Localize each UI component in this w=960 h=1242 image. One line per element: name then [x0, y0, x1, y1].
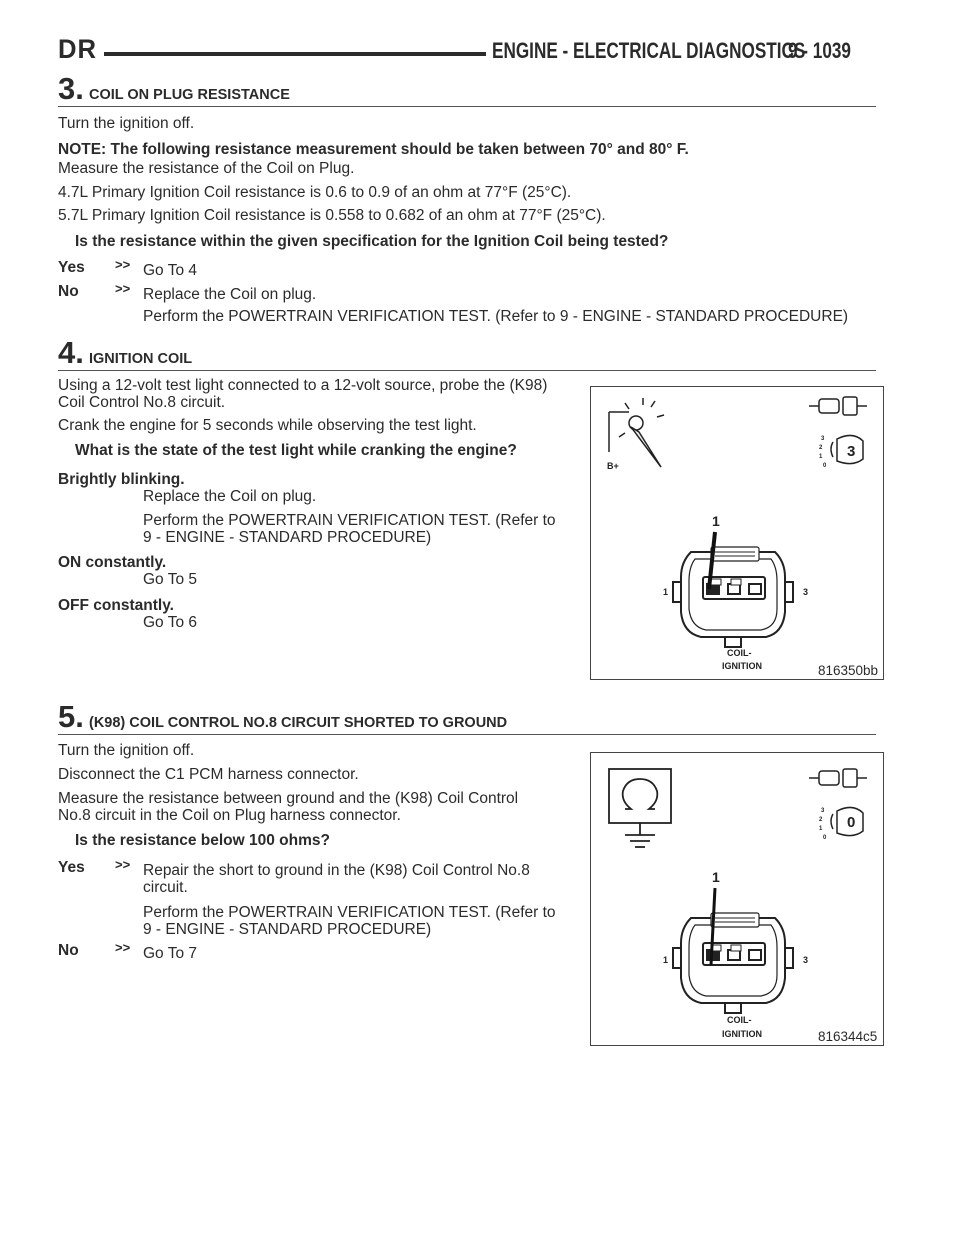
- figure-caption: COIL-: [727, 1015, 752, 1025]
- pin-label-left: 1: [663, 955, 669, 965]
- meter-digit: 0: [847, 814, 856, 831]
- section-heading-5: [58, 699, 876, 735]
- header-rule: [104, 52, 486, 56]
- meter-digit: 3: [847, 443, 856, 460]
- figure-id: 816350bb: [818, 663, 879, 678]
- header-page-number: 9 - 1039: [788, 38, 851, 63]
- step5-yes-action: 9 - ENGINE - STANDARD PROCEDURE): [143, 921, 432, 938]
- header-model: DR: [58, 34, 97, 64]
- figure-caption: IGNITION: [722, 1029, 762, 1039]
- meter-scale: 0: [823, 835, 827, 841]
- option-action: Replace the Coil on plug.: [143, 488, 317, 505]
- section-heading-4: [58, 335, 876, 371]
- meter-scale: 2: [819, 817, 823, 823]
- step3-yes-action: Go To 4: [143, 262, 198, 279]
- step5-question: Is the resistance below 100 ohms?: [75, 832, 330, 849]
- step5-text: Disconnect the C1 PCM harness connector.: [58, 766, 359, 783]
- step3-text: Measure the resistance of the Coil on Plug.: [58, 160, 355, 177]
- step5-text: Measure the resistance between ground and the (K98) Coil Control: [58, 790, 519, 807]
- step3-no-action: Perform the POWERTRAIN VERIFICATION TEST. (Refer to 9 - ENGINE - STANDARD PROCEDURE): [143, 308, 849, 325]
- step5-yes-action: Repair the short to ground in the (K98) Coil Control No.8: [143, 862, 530, 879]
- step3-question: Is the resistance within the given specification for the Ignition Coil being tested?: [75, 233, 669, 250]
- step-title: COIL ON PLUG RESISTANCE: [89, 87, 290, 103]
- step3-spec-47: 4.7L Primary Ignition Coil resistance is 0.6 to 0.9 of an ohm at 77°F (25°C).: [58, 184, 572, 201]
- figure-test-light: [590, 386, 884, 680]
- connector-body: [673, 547, 793, 647]
- option-action: Go To 6: [143, 614, 198, 631]
- meter-scale: 1: [819, 454, 823, 460]
- step5-yes-action: Perform the POWERTRAIN VERIFICATION TEST. (Refer to: [143, 904, 556, 921]
- meter-scale: 2: [819, 445, 823, 451]
- connector-diagram: [591, 387, 883, 679]
- step-title: IGNITION COIL: [89, 351, 193, 367]
- step-number: 3.: [58, 71, 84, 106]
- pin-label-right: 3: [803, 955, 809, 965]
- meter-scale: 0: [823, 463, 827, 469]
- meter-scale: 1: [819, 826, 823, 832]
- figure-id: 816344c5: [818, 1029, 878, 1044]
- option-label: OFF constantly.: [58, 597, 174, 614]
- meter-scale: 3: [821, 808, 825, 814]
- step5-text: Turn the ignition off.: [58, 742, 195, 759]
- step4-text: Crank the engine for 5 seconds while observing the test light.: [58, 417, 477, 434]
- figure-caption: COIL-: [727, 648, 752, 658]
- step4-text: Coil Control No.8 circuit.: [58, 394, 226, 411]
- step5-yes-action: circuit.: [143, 879, 188, 896]
- pin-callout: 1: [712, 869, 720, 885]
- figure-ohmmeter: [590, 752, 884, 1046]
- ohm-symbol-icon: [609, 769, 671, 847]
- step4-question: What is the state of the test light while cranking the engine?: [75, 442, 517, 459]
- option-label: Brightly blinking.: [58, 471, 185, 488]
- test-light-icon: [609, 398, 664, 467]
- arrow-glyph: >>: [115, 281, 131, 296]
- step5-no-action: Go To 7: [143, 945, 198, 962]
- step3-spec-57: 5.7L Primary Ignition Coil resistance is 0.558 to 0.682 of an ohm at 77°F (25°C).: [58, 207, 606, 224]
- figure-caption: IGNITION: [722, 661, 762, 671]
- no-label: No: [58, 942, 79, 959]
- option-action: Go To 5: [143, 571, 198, 588]
- step4-text: Using a 12-volt test light connected to a 12-volt source, probe the (K98): [58, 377, 548, 394]
- step3-text: Turn the ignition off.: [58, 115, 195, 132]
- arrow-glyph: >>: [115, 257, 131, 272]
- yes-label: Yes: [58, 259, 85, 276]
- step-title: (K98) COIL CONTROL NO.8 CIRCUIT SHORTED TO GROUND: [89, 715, 508, 731]
- no-label: No: [58, 283, 79, 300]
- pin-label-right: 3: [803, 587, 809, 597]
- pin-label-left: 1: [663, 587, 669, 597]
- arrow-glyph: >>: [115, 940, 131, 955]
- option-action: 9 - ENGINE - STANDARD PROCEDURE): [143, 529, 432, 546]
- step3-no-action: Replace the Coil on plug.: [143, 286, 317, 303]
- yes-label: Yes: [58, 859, 85, 876]
- connector-body: [673, 913, 793, 1013]
- section-heading-3: [58, 71, 876, 107]
- step5-text: No.8 circuit in the Coil on Plug harness connector.: [58, 807, 401, 824]
- pin-callout: 1: [712, 513, 720, 529]
- bplus-label: B+: [607, 461, 619, 471]
- connector-icon: [809, 397, 867, 415]
- header-title: ENGINE - ELECTRICAL DIAGNOSTICS: [492, 38, 806, 63]
- step-number: 5.: [58, 699, 84, 734]
- arrow-glyph: >>: [115, 857, 131, 872]
- option-action: Perform the POWERTRAIN VERIFICATION TEST. (Refer to: [143, 512, 556, 529]
- option-label: ON constantly.: [58, 554, 167, 571]
- step-number: 4.: [58, 335, 84, 370]
- connector-diagram: [591, 753, 883, 1045]
- meter-scale: 3: [821, 436, 825, 442]
- connector-icon: [809, 769, 867, 787]
- step3-note: NOTE: The following resistance measurement should be taken between 70° and 80° F.: [58, 141, 689, 158]
